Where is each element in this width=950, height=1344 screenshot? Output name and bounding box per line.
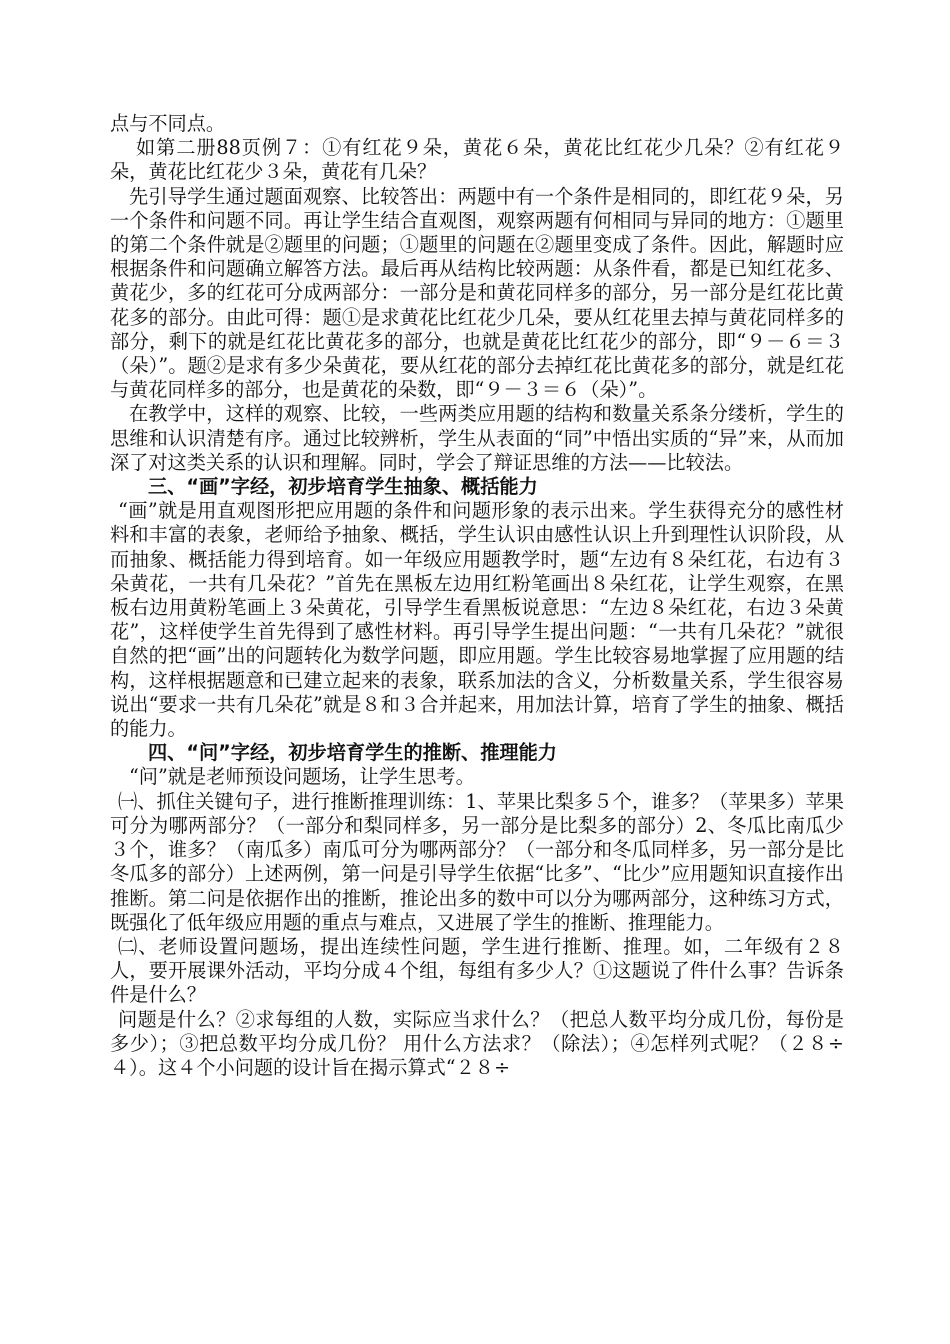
paragraph-teaching: 在教学中，这样的观察、比较，一些两类应用题的结构和数量关系条分缕析，学生的思维和认识清楚有序。通过比较辨析，学生从表面的“同”中悟出实质的“异”来，从而加深了对这类关系的认识和理解。同时，学会了辩证思维的方法——比较法。 [110,402,844,474]
paragraph-key-sentences: ㈠、抓住关键句子，进行推断推理训练：1、苹果比梨多５个，谁多？（苹果多）苹果可分为哪两部分？（一部分和梨同样多，另一部分是比梨多的部分）2、冬瓜比南瓜少３个，谁多？（南瓜多）南瓜可分为哪两部分？（一部分和冬瓜同样多，另一部分是比冬瓜多的部分）上述两例，第一问是引导学生依据“比多”、“比少”应用题知识直接作出推断。第二问是依据作出的推断，推论出多的数中可以分为哪两部分，这种练习方式，既强化了低年级应用题的重点与难点，又进展了学生的推断、推理能力。 [110,789,844,934]
paragraph-analysis: 先引导学生通过题面观察、比较答出：两题中有一个条件是相同的，即红花９朵，另一个条件和问题不同。再让学生结合直观图，观察两题有何相同与异同的地方：①题里的第二个条件就是②题里的问题；①题里的问题在②题里变成了条件。因此，解题时应根据条件和问题确立解答方法。最后再从结构比较两题：从条件看，都是已知红花多、黄花少，多的红花可分成两部分：一部分是和黄花同样多的部分，另一部分是红花比黄花多的部分。由此可得：题①是求黄花比红花少几朵，要从红花里去掉与黄花同样多的部分，剩下的就是红花比黄花多的部分，也就是黄花比红花少的部分，即“９－６＝３（朵）”。题②是求有多少朵黄花，要从红花的部分去掉红花比黄花多的部分，就是红花与黄花同样多的部分，也是黄花的朵数，即“９－３＝６（朵）”。 [110,184,844,402]
paragraph-example: 如第二册88页例７：①有红花９朵，黄花６朵，黄花比红花少几朵？②有红花９朵，黄花比红花少３朵，黄花有几朵？ [110,136,844,184]
section-heading-4: 四、“问”字经，初步培育学生的推断、推理能力 [148,741,557,765]
document-page [110,112,844,1080]
paragraph-draw: “画”就是用直观图形把应用题的条件和问题形象的表示出来。学生获得充分的感性材料和丰富的表象，老师给予抽象、概括，学生认识由感性认识上升到理性认识阶段，从而抽象、概括能力得到培育。如一年级应用题教学时，题“左边有８朵红花，右边有３朵黄花，一共有几朵花？”首先在黑板左边用红粉笔画出８朵红花，让学生观察，在黑板右边用黄粉笔画上３朵黄花，引导学生看黑板说意思：“左边８朵红花，右边３朵黄花”，这样使学生首先得到了感性材料。再引导学生提出问题：“一共有几朵花？”就很自然的把“画”出的问题转化为数学问题，即应用题。学生比较容易地掌握了应用题的结构，这样根据题意和已建立起来的表象，联系加法的含义，分析数量关系，学生很容易说出“要求一共有几朵花”就是８和３合并起来，用加法计算，培育了学生的抽象、概括的能力。 [110,499,844,741]
paragraph-question-field: ㈡、老师设置问题场，提出连续性问题，学生进行推断、推理。如，二年级有２８人，要开展课外活动，平均分成４个组，每组有多少人？①这题说了件什么事？告诉条件是什么？ [110,934,844,1007]
paragraph-question-steps: 问题是什么？②求每组的人数，实际应当求什么？（把总人数平均分成几份，每份是多少）；③把总数平均分成几份？ 用什么方法求？（除法）；④怎样列式呢？（２８÷４）。这４个小问题的设计旨在揭示算式“２８÷ [110,1007,844,1079]
paragraph-intro: 点与不同点。 [110,112,226,135]
section-heading-3: 三、“画”字经，初步培育学生抽象、概括能力 [148,475,538,499]
paragraph-ask: “问”就是老师预设问题场，让学生思考。 [129,765,475,789]
